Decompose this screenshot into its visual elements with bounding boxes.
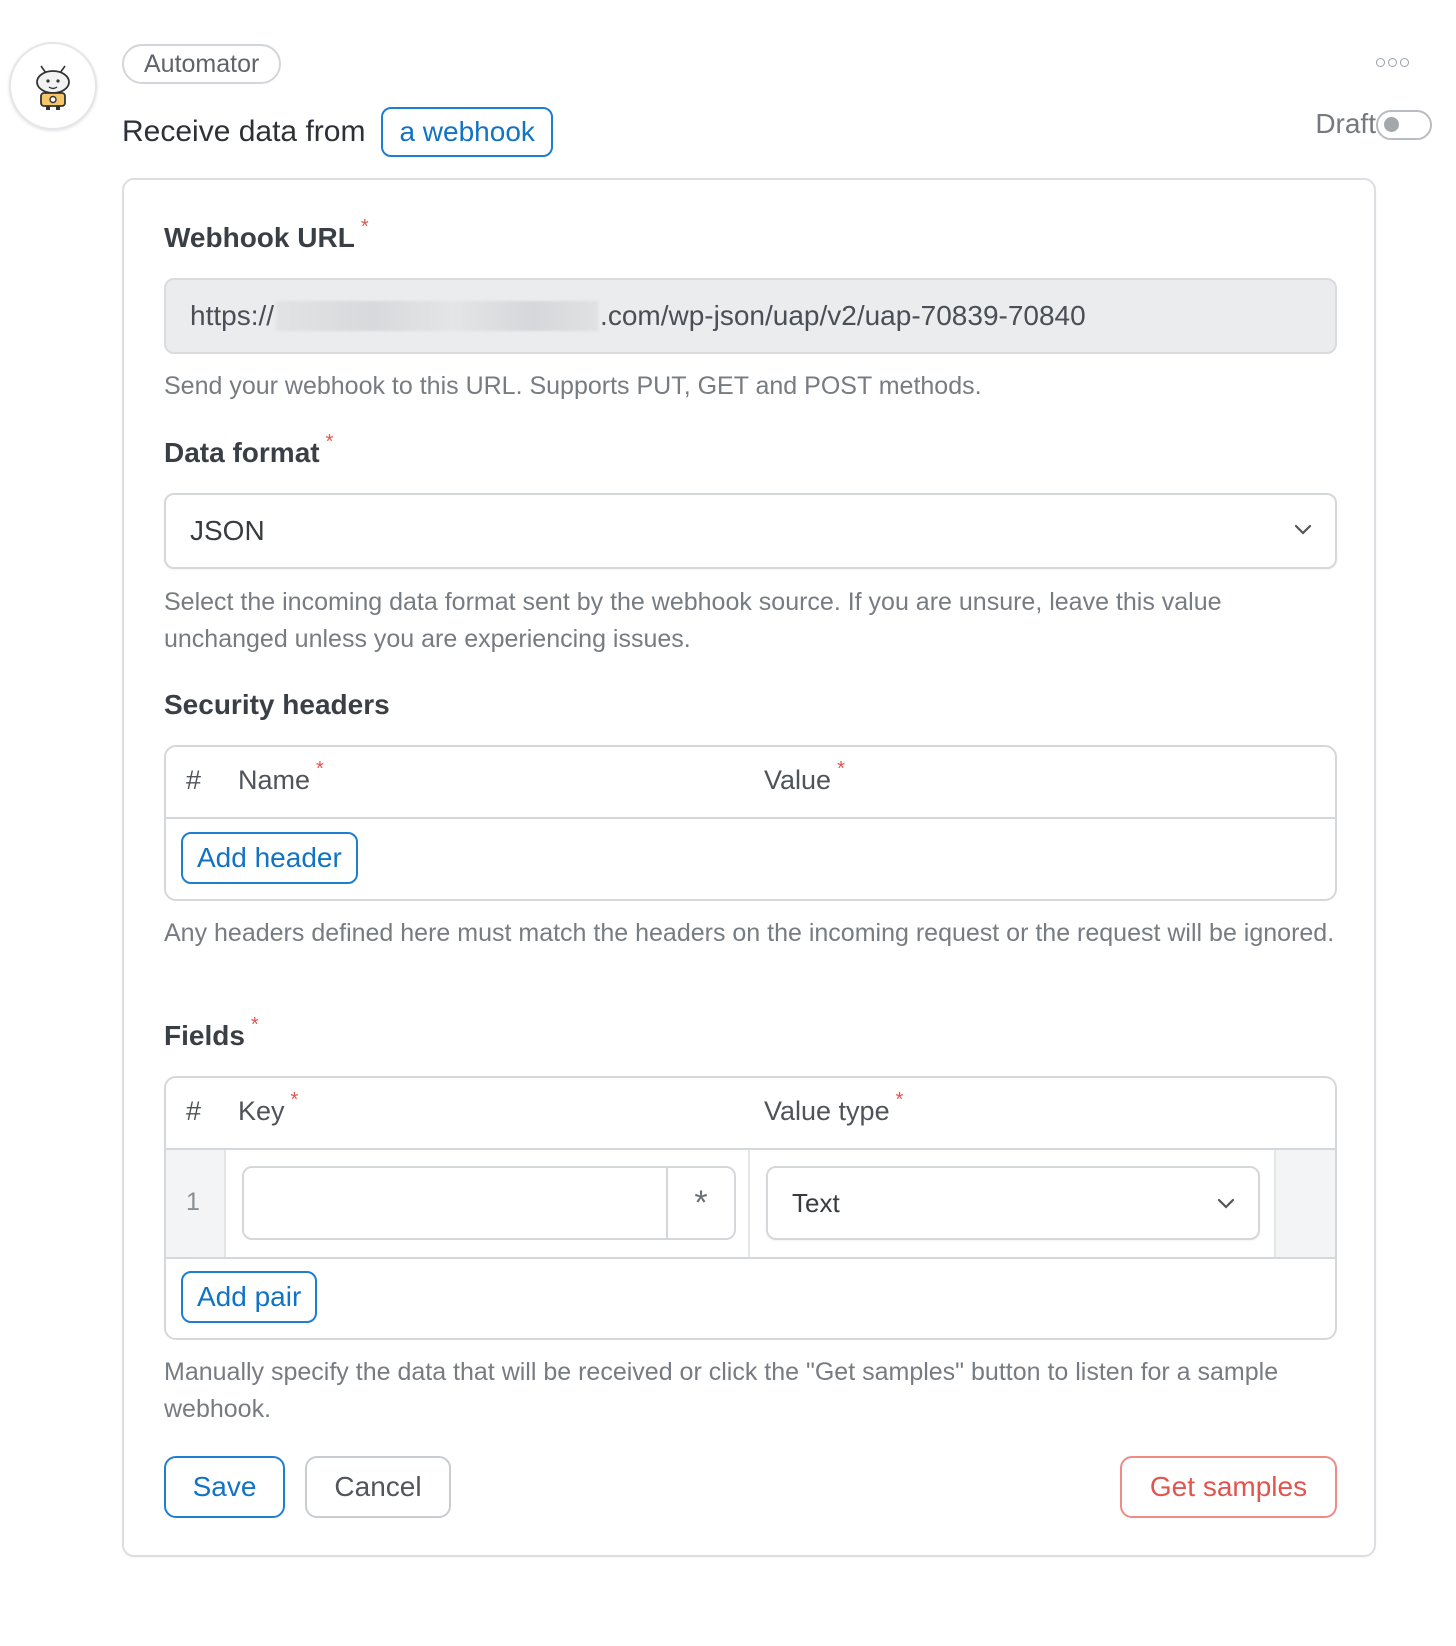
key-input[interactable]: [242, 1166, 736, 1240]
status-label: Draft: [1315, 108, 1376, 139]
webhook-url-field[interactable]: [164, 278, 1337, 354]
column-value: Value *: [764, 758, 845, 795]
data-format-help: Select the incoming data format sent by the webhook source. If you are unsure, leave this value unchanged unless you are experiencing issues.: [164, 588, 1222, 653]
add-pair-button[interactable]: Add pair: [181, 1271, 317, 1323]
data-format-select[interactable]: [164, 493, 1337, 569]
integration-avatar: [9, 42, 97, 130]
security-headers-label: Security headers: [164, 689, 390, 720]
chevron-down-icon: [1293, 522, 1313, 536]
security-headers-table-header: [166, 747, 1335, 819]
required-mark: *: [360, 216, 369, 238]
column-key: Key *: [238, 1089, 299, 1126]
fields-table-header: [166, 1078, 1335, 1150]
data-format-label: Data format *: [164, 431, 334, 468]
data-format-value: JSON: [190, 515, 265, 546]
column-index: #: [186, 765, 202, 795]
fields-label: Fields *: [164, 1014, 259, 1051]
column-index: #: [186, 1096, 202, 1126]
webhook-url-help: Send your webhook to this URL. Supports PUT, GET and POST methods.: [164, 372, 982, 400]
key-cell: [224, 1150, 750, 1257]
webhook-url-prefix: https://: [190, 300, 275, 331]
trigger-title-prefix: Receive data from: [122, 115, 366, 148]
robot-icon: [27, 60, 79, 112]
draft-toggle[interactable]: [1376, 110, 1432, 140]
row-index: 1: [186, 1188, 200, 1216]
add-header-button[interactable]: Add header: [181, 832, 358, 884]
status-toggle-wrap: [1320, 111, 1376, 141]
value-type-value: Text: [792, 1187, 840, 1218]
security-headers-help: Any headers defined here must match the headers on the incoming request or the request will be ignored.: [164, 919, 1335, 947]
security-headers-table: [164, 745, 1337, 901]
get-samples-button[interactable]: Get samples: [1120, 1456, 1337, 1518]
fields-help: Manually specify the data that will be received or click the "Get samples" button to listen for a sample webhook.: [164, 1358, 1279, 1423]
chevron-down-icon: [1216, 1196, 1236, 1210]
trigger-token-button[interactable]: a webhook: [381, 107, 552, 157]
more-options-icon[interactable]: [1376, 58, 1409, 67]
save-button[interactable]: Save: [164, 1456, 285, 1518]
cancel-button[interactable]: Cancel: [305, 1456, 451, 1518]
value-type-select[interactable]: [766, 1166, 1260, 1240]
webhook-url-suffix: .com/wp-json/uap/v2/uap-70839-70840: [600, 300, 1086, 331]
column-name: Name *: [238, 758, 324, 795]
trigger-options-panel: [122, 178, 1376, 1557]
fields-table: [164, 1076, 1337, 1340]
trigger-title: [122, 106, 553, 158]
webhook-url-label: Webhook URL *: [164, 216, 369, 253]
integration-chip: Automator: [122, 44, 281, 84]
table-row: [166, 1150, 1335, 1259]
redacted-domain: [276, 301, 598, 331]
token-insert-asterisk-icon[interactable]: *: [666, 1168, 734, 1238]
value-type-cell: [750, 1150, 1276, 1257]
required-mark: *: [325, 431, 334, 453]
column-value-type: Value type *: [764, 1089, 904, 1126]
required-mark: *: [250, 1014, 259, 1036]
